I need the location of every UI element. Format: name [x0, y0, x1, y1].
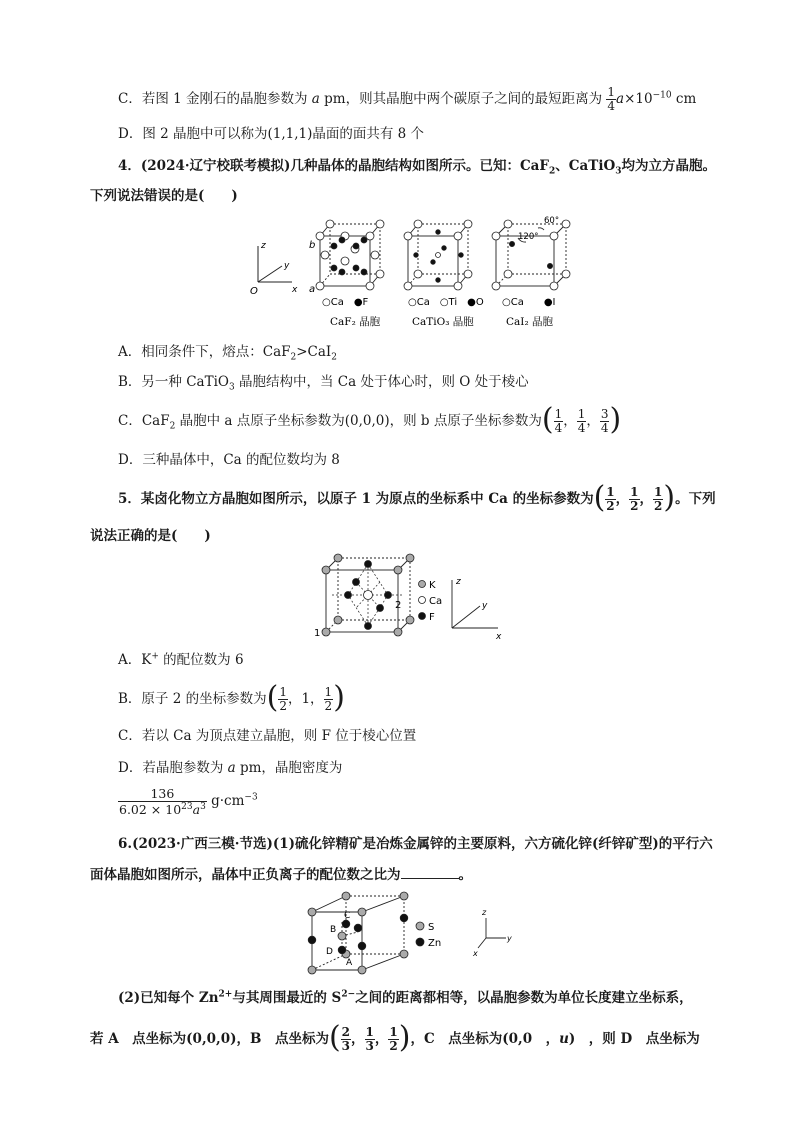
q4-axis-x: x: [292, 285, 298, 295]
q6-legend-s: S: [428, 922, 435, 933]
q5-option-c: C．若以 Ca 为顶点建立晶胞，则 F 位于棱心位置: [118, 728, 417, 744]
q6-axis-x: x: [473, 949, 478, 958]
q6-atoms: [308, 892, 408, 974]
q5-axis-z: z: [456, 577, 461, 587]
q5-legend-f: F: [429, 612, 435, 623]
q5-legend-k: K: [429, 580, 436, 591]
caf2-label-b: b: [309, 240, 316, 251]
q3-option-c: C．若图 1 金刚石的晶胞参数为 a pm，则其晶胞中两个碳原子之间的最短距离为 $\frac{1}{4}$ $a\times 10^{-10}$ cm: [118, 85, 697, 113]
q6-point-d: D: [326, 947, 333, 957]
q3-fraction: $\frac{1}{4}$: [607, 85, 616, 113]
q4-stem-line1: 4．(2024·辽宁校联考模拟)几种晶体的晶胞结构如图所示。已知：CaF$_2$、CaTiO$_3$均为立方晶胞。: [118, 158, 716, 177]
catio3-caption: CaTiO₃ 晶胞: [412, 316, 474, 328]
q6-answer-blank: [401, 864, 459, 879]
cai2-caption: CaI₂ 晶胞: [506, 316, 553, 328]
q3-option-d: D．图 2 晶胞中可以称为(1,1,1)晶面的面共有 8 个: [118, 126, 425, 142]
q5-legend: [419, 581, 426, 620]
caf2-label-a: a: [309, 284, 316, 295]
q5-legend-ca: Ca: [429, 596, 443, 607]
q5-stem-line2: 说法正确的是( ): [90, 528, 211, 544]
cai2-angle-60: 60°: [544, 216, 560, 226]
q4-option-c: C．CaF$_2$ 晶胞中 a 点原子坐标参数为(0,0,0)，则 b 点原子坐标参数为( $\frac{1}{4}$ ， $\frac{1}{4}$ ， $\frac{3}{4}$ ): [118, 401, 622, 437]
q5-axes: [452, 580, 498, 628]
cai2-legend: ○Ca ●I: [502, 297, 556, 308]
cai2-angle-120: 120°: [518, 232, 539, 242]
q5-option-a: A．K+ 的配位数为 6: [118, 651, 244, 668]
q5-atom2-label: 2: [395, 600, 402, 611]
q4-axis-y: y: [284, 261, 290, 271]
q4-option-b: B．另一种 CaTiO$_3$ 晶胞结构中，当 Ca 处于体心时，则 O 处于棱心: [118, 374, 529, 393]
q4-option-a: A．相同条件下，熔点：CaF$_2$>CaI$_2$: [118, 344, 337, 363]
q6-crystal-figure: [300, 888, 520, 978]
q6-legend-zn: Zn: [428, 938, 442, 949]
q6-axis-z: z: [482, 908, 487, 917]
q5-atom1-label: 1: [314, 628, 321, 639]
q5-density-expression: $\frac{136}{6.02 \times 10^{23}a^3}$ $g\cdot cm^{-3}$: [119, 786, 258, 817]
q6-point-a: A: [346, 958, 353, 968]
q6-axes: [478, 918, 506, 948]
cai2-atoms: [492, 220, 570, 290]
q4-option-d: D．三种晶体中，Ca 的配位数均为 8: [118, 452, 340, 468]
q4-axis-z: z: [261, 241, 266, 251]
q5-option-b: B．原子 2 的坐标参数为( $\frac{1}{2}$ ，1， $\frac{1}{2}$ ): [118, 679, 345, 715]
q6-stem-line1: 6.(2023·广西三模·节选)(1)硫化锌精矿是冶炼金属锌的主要原料，六方硫化锌(纤锌矿型)的平行六: [118, 836, 713, 852]
caf2-caption: CaF₂ 晶胞: [330, 316, 381, 328]
catio3-atoms: [404, 220, 472, 290]
q4-axis-origin: O: [250, 286, 258, 297]
q5-axis-x: x: [496, 632, 502, 642]
q6-part2-line1: (2)已知每个 $Zn^{2+}$与其周围最近的 $S^{2-}$之间的距离都相等，以晶胞参数为单位长度建立坐标系，: [118, 989, 693, 1006]
q5-crystal-figure: [312, 550, 512, 642]
catio3-legend: ○Ca ○Ti ●O: [408, 297, 484, 308]
q6-stem-line2: 面体晶胞如图所示，晶体中正负离子的配位数之比为 。: [90, 864, 472, 885]
q5-stem-line1: 5．某卤化物立方晶胞如图所示，以原子 1 为原点的坐标系中 Ca 的坐标参数为( $\frac{1}{2}$ ， $\frac{1}{2}$ ， $\frac{1}{2}$ )。下列: [118, 479, 716, 515]
q5-option-d: D．若晶胞参数为 a pm，晶胞密度为: [118, 760, 343, 776]
q6-point-b: B: [330, 925, 337, 935]
q4-crystal-figure: [248, 210, 588, 332]
q4-stem-line2: 下列说法错误的是( ): [90, 188, 238, 204]
q6-legend: [416, 922, 424, 946]
caf2-atoms: [316, 220, 384, 290]
q5-axis-y: y: [482, 601, 488, 611]
q6-axis-y: y: [507, 934, 512, 943]
q6-part2-line2: 若 A 点坐标为(0,0,0)，B 点坐标为( $\frac{2}{3}$ ， $\frac{1}{3}$ ， $\frac{1}{2}$ )，C 点坐标为(0,0 ，u) ，则 D 点坐标为: [90, 1019, 700, 1055]
q6-point-c: C: [344, 911, 351, 921]
caf2-legend: ○Ca ●F: [322, 297, 369, 308]
q6-cell: [312, 896, 404, 970]
